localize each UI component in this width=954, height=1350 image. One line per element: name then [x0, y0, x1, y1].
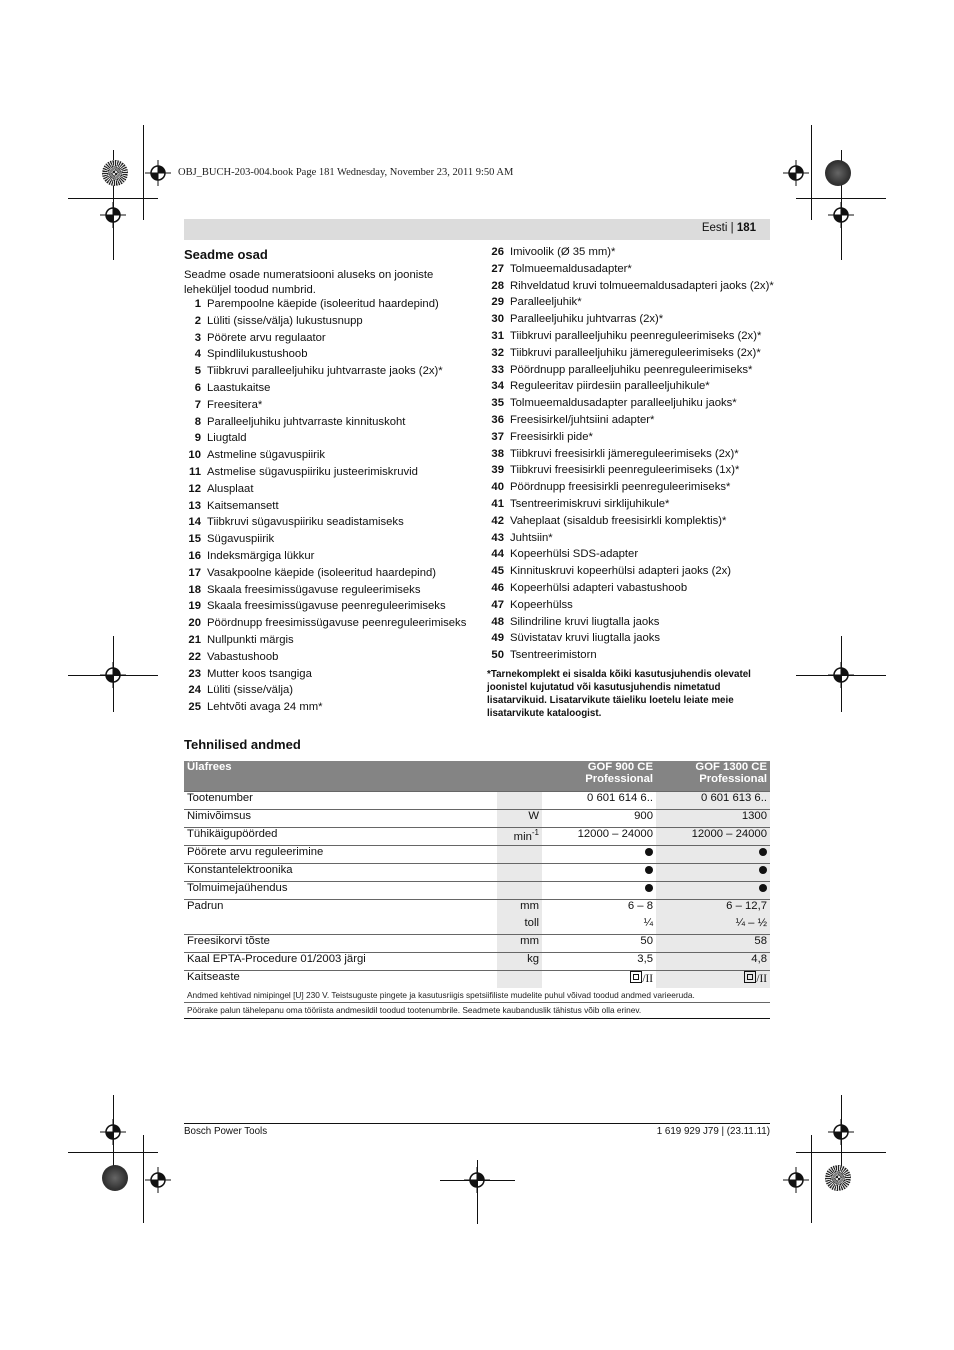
feature-dot-icon [759, 866, 767, 874]
product-name: Ülafrees [184, 761, 497, 792]
part-label: Silindriline kruvi liugtalla jaoks [510, 615, 660, 628]
crop-line [143, 125, 144, 220]
part-number: 39 [491, 464, 504, 477]
part-number: 15 [188, 533, 201, 546]
part-number: 27 [491, 262, 504, 275]
part-label: Parempoolne käepide (isoleeritud haardepind) [207, 298, 439, 310]
registration-mark-icon [100, 662, 126, 688]
part-number: 14 [188, 516, 201, 529]
header-language: Eesti [701, 222, 728, 234]
spec-row [184, 900, 770, 918]
part-label: Skaala freesimissügavuse reguleerimiseks [207, 583, 421, 596]
part-label: Lüliti (sisse/välja) [207, 684, 294, 697]
part-number: 9 [194, 432, 201, 445]
specs-header-row [184, 761, 770, 792]
spec-unit [497, 846, 542, 864]
part-number: 43 [491, 531, 504, 544]
feature-dot-icon [759, 848, 767, 856]
spec-value-model-2 [656, 882, 770, 900]
part-number: 11 [189, 466, 201, 478]
spec-value-model-1: 900 [542, 810, 656, 828]
spec-value-model-1: 50 [542, 935, 656, 953]
feature-dot-icon [759, 884, 767, 892]
spec-unit [497, 828, 542, 846]
part-label: Astmelise sügavuspiiriku justeerimiskruvid [207, 466, 418, 478]
spec-value-model-1 [542, 864, 656, 882]
part-label: Mutter koos tsangiga [207, 667, 312, 680]
part-number: 2 [194, 314, 201, 327]
part-label: Skaala freesimissügavuse peenreguleerimiseks [207, 600, 446, 613]
part-label: Tsentreerimistorn [510, 649, 597, 662]
part-label: Lüliti (sisse/välja) lukustusnupp [207, 314, 363, 327]
footer-right: 1 619 929 J79 | (23.11.11) [656, 1126, 770, 1137]
part-number: 37 [491, 430, 504, 443]
spec-value-model-1 [542, 846, 656, 864]
spec-unit-text: mm [520, 900, 539, 912]
part-number: 45 [491, 565, 504, 578]
spec-value-model-1: 3,5 [542, 953, 656, 971]
part-label: Indeksmärgiga lükkur [207, 550, 315, 562]
registration-mark-icon [783, 160, 809, 186]
model-2-name: GOF 1300 CE [695, 761, 767, 773]
spec-label: Kaal EPTA-Procedure 01/2003 järgi [184, 953, 497, 971]
part-number: 40 [491, 481, 504, 494]
part-number: 25 [188, 701, 201, 714]
spec-row [184, 810, 770, 828]
spec-unit [497, 810, 542, 828]
model-1-name: GOF 900 CE [587, 761, 653, 773]
part-label: Spindlilukustushoob [207, 348, 308, 361]
header-separator: | [730, 222, 734, 234]
registration-mark-icon [783, 1167, 809, 1193]
part-label: Tiibkruvi paralleeljuhiku peenreguleerimiseks (2x)* [510, 330, 762, 342]
part-number: 4 [194, 348, 201, 361]
part-label: Tiibkruvi freesisirkli jämereguleerimiseks (2x)* [510, 447, 739, 460]
part-label: Imivoolik (Ø 35 mm)* [510, 246, 616, 258]
part-number: 22 [188, 650, 201, 663]
spec-value-model-1 [542, 971, 656, 989]
color-target-icon [102, 160, 128, 186]
part-label: Laastukaitse [207, 382, 271, 394]
part-number: 47 [491, 598, 504, 611]
spec-unit [497, 792, 542, 810]
part-label: Paralleeljuhik* [510, 296, 582, 309]
specs-table-wrap [184, 761, 770, 1019]
part-number: 49 [491, 632, 504, 645]
spec-label: Tolmuimejaühendus [184, 882, 497, 900]
spec-row [184, 846, 770, 864]
double-insulation-icon [744, 971, 756, 983]
part-number: 12 [188, 482, 201, 495]
part-number: 30 [491, 313, 504, 326]
protection-class [630, 971, 653, 985]
components-intro: Seadme osade numeratsiooni aluseks on jooniste leheküljel toodud numbrid. [184, 269, 434, 296]
spec-value-model-2: ¼ – ½ [656, 917, 770, 935]
part-number: 19 [188, 600, 201, 613]
part-label: Süvistatav kruvi liugtalla jaoks [510, 632, 661, 645]
spec-row [184, 882, 770, 900]
part-label: Lehtvõti avaga 24 mm* [207, 701, 323, 714]
part-label: Kopeerhülss [510, 598, 573, 611]
registration-mark-icon [145, 1167, 171, 1193]
print-info: OBJ_BUCH-203-004.book Page 181 Wednesday, November 23, 2011 9:50 AM [178, 167, 514, 178]
spec-value-model-1: 0 601 614 6.. [542, 792, 656, 810]
spec-label: Pöörete arvu reguleerimine [184, 846, 497, 864]
color-target-icon [825, 160, 851, 186]
part-label: Freesisirkli pide* [510, 430, 593, 443]
part-number: 48 [491, 615, 504, 628]
part-number: 50 [491, 649, 504, 662]
part-label: Sügavuspiirik [207, 533, 275, 546]
part-label: Kopeerhülsi adapteri vabastushoob [510, 582, 688, 594]
model-1-header [542, 761, 656, 792]
part-label: Rihveldatud kruvi tolmueemaldusadapteri jaoks (2x)* [510, 279, 774, 292]
part-label: Vasakpoolne käepide (isoleeritud haardepind) [207, 566, 437, 579]
spec-unit [497, 935, 542, 953]
components-title: Seadme osad [184, 247, 268, 262]
part-number: 32 [491, 346, 504, 359]
page-header [184, 219, 770, 240]
part-number: 35 [491, 397, 504, 410]
spec-value-model-1: ¼ [542, 917, 656, 935]
specs-table [184, 761, 770, 988]
spec-row [184, 935, 770, 953]
spec-unit-text: min [513, 830, 532, 843]
part-number: 42 [491, 514, 504, 527]
spec-value-model-2 [656, 864, 770, 882]
crop-line [143, 1135, 144, 1223]
part-label: Kopeerhülsi SDS-adapter [510, 548, 639, 561]
model-2-line: Professional [699, 773, 767, 785]
unit-header [497, 761, 542, 792]
part-label: Kinnituskruvi kopeerhülsi adapteri jaoks (2x) [510, 565, 732, 578]
part-label: Liugtald [207, 432, 247, 445]
part-label: Nullpunkti märgis [207, 634, 294, 646]
part-number: 28 [491, 279, 504, 292]
spec-label: Freesikorvi tõste [184, 935, 497, 953]
crop-line [811, 1135, 812, 1223]
spec-label: Tühikäigupöörded [184, 828, 497, 846]
part-number: 33 [491, 363, 504, 376]
part-number: 38 [491, 447, 504, 460]
specs-footnote-1: Andmed kehtivad nimipingel [U] 230 V. Teistsuguste pingete ja kasutusriigis spetsiifiliste mudelite puhul võivad toodud andmed varieeruda. [187, 990, 695, 1000]
part-label: Pöördnupp freesimissügavuse peenreguleerimiseks [207, 617, 467, 630]
model-2-header [656, 761, 770, 792]
spec-row [184, 917, 770, 935]
spec-row [184, 953, 770, 971]
part-number: 36 [491, 414, 504, 426]
header-text [702, 222, 756, 234]
feature-dot-icon [645, 884, 653, 892]
spec-unit [497, 971, 542, 989]
part-label: Pöördnupp freesisirkli peenreguleerimiseks* [510, 481, 731, 494]
part-number: 21 [188, 634, 201, 646]
protection-class-text: /II [642, 973, 653, 985]
part-number: 6 [194, 382, 201, 394]
part-number: 31 [491, 330, 504, 342]
protection-class-text: /II [756, 973, 767, 985]
part-number: 5 [194, 365, 201, 378]
registration-mark-icon [828, 662, 854, 688]
part-label: Reguleeritav piirdesiin paralleeljuhikule* [510, 380, 710, 393]
spec-unit [497, 864, 542, 882]
part-label: Kaitsemansett [207, 499, 279, 512]
part-number: 1 [194, 298, 201, 310]
protection-class [744, 971, 767, 985]
part-label: Alusplaat [207, 482, 254, 495]
spec-unit-text: mm [520, 935, 539, 947]
part-number: 13 [188, 499, 201, 512]
part-label: Tolmueemaldusadapter* [510, 262, 632, 275]
part-number: 8 [194, 415, 201, 428]
spec-value-model-2: 58 [656, 935, 770, 953]
part-number: 34 [491, 380, 504, 393]
spec-unit [497, 953, 542, 971]
specs-footnote-2: Pöörake palun tähelepanu oma tööriista andmesildil toodud tootenumbrile. Seadmete kaubanduslik tähistus võib olla erinev. [187, 1005, 642, 1015]
part-label: Vabastushoob [207, 650, 279, 663]
registration-mark-icon [100, 1119, 126, 1145]
spec-label: Tootenumber [184, 792, 497, 810]
spec-unit [497, 882, 542, 900]
spec-unit-text: toll [524, 917, 539, 929]
spec-value-model-2 [656, 846, 770, 864]
part-number: 18 [188, 583, 201, 596]
part-number: 20 [188, 617, 201, 630]
feature-dot-icon [645, 866, 653, 874]
part-label: Tiibkruvi paralleeljuhiku juhtvarraste jaoks (2x)* [207, 365, 443, 378]
part-number: 23 [188, 667, 201, 680]
spec-label: Nimivõimsus [184, 810, 497, 828]
part-number: 3 [194, 331, 201, 344]
spec-value-model-2 [656, 971, 770, 989]
spec-value-model-2: 6 – 12,7 [656, 900, 770, 918]
spec-label: Padrun [187, 900, 224, 912]
page-number: 181 [736, 222, 756, 234]
registration-mark-icon [828, 202, 854, 228]
spec-unit-exponent: -1 [531, 828, 539, 837]
part-label: Paralleeljuhiku juhtvarraste kinnituskoht [207, 415, 406, 428]
model-1-line: Professional [585, 773, 653, 785]
part-label: Tiibkruvi freesisirkli peenreguleerimiseks (1x)* [510, 464, 740, 477]
spec-value-model-2: 1300 [656, 810, 770, 828]
part-number: 44 [491, 548, 504, 561]
spec-row [184, 864, 770, 882]
registration-mark-icon [828, 1119, 854, 1145]
part-label: Paralleeljuhiku juhtvarras (2x)* [510, 313, 664, 326]
feature-dot-icon [645, 848, 653, 856]
spec-label: Konstantelektroonika [184, 864, 497, 882]
spec-label: Kaitseaste [187, 971, 240, 983]
spec-value-model-2: 12000 – 24000 [656, 828, 770, 846]
part-label: Pöörete arvu regulaator [207, 331, 326, 344]
part-number: 46 [491, 582, 504, 594]
spec-value-model-1: 12000 – 24000 [542, 828, 656, 846]
registration-mark-icon [145, 160, 171, 186]
spec-value-model-1 [542, 882, 656, 900]
registration-mark-icon [100, 202, 126, 228]
part-label: Tiibkruvi sügavuspiiriku seadistamiseks [207, 516, 404, 529]
specs-body [184, 792, 770, 989]
part-label: Tolmueemaldusadapter paralleeljuhiku jaoks* [510, 397, 737, 410]
spec-label [184, 917, 497, 935]
part-number: 41 [491, 498, 504, 510]
spec-row [184, 971, 770, 989]
part-number: 16 [188, 550, 201, 562]
part-label: Freesitera* [207, 398, 263, 411]
spec-value-model-1: 6 – 8 [627, 900, 653, 912]
part-number: 10 [188, 449, 201, 462]
crop-line [811, 125, 812, 220]
spec-row [184, 828, 770, 846]
spec-unit [497, 900, 542, 918]
double-insulation-icon [630, 971, 642, 983]
part-label: Tsentreerimiskruvi sirklijuhikule* [510, 498, 670, 510]
spec-unit-text: W [528, 810, 539, 822]
registration-mark-icon [464, 1167, 490, 1193]
spec-row [184, 792, 770, 810]
spec-unit-text: kg [527, 953, 539, 965]
part-number: 24 [188, 684, 201, 697]
color-target-icon [102, 1165, 128, 1191]
spec-unit [497, 917, 542, 935]
part-number: 17 [188, 566, 201, 579]
part-label: Juhtsiin* [510, 531, 553, 544]
part-number: 26 [491, 246, 504, 258]
footer-left: Bosch Power Tools [184, 1126, 268, 1137]
part-number: 7 [194, 398, 201, 411]
part-label: Pöördnupp paralleeljuhiku peenreguleerimiseks* [510, 363, 753, 376]
part-label: Tiibkruvi paralleeljuhiku jämereguleerimiseks (2x)* [510, 346, 761, 359]
spec-value-model-2: 4,8 [656, 953, 770, 971]
spec-value-model-2: 0 601 613 6.. [656, 792, 770, 810]
part-label: Vaheplaat (sisaldub freesisirkli komplektis)* [510, 514, 727, 527]
part-label: Freesisirkel/juhtsiini adapter* [510, 414, 655, 426]
specs-title: Tehnilised andmed [184, 737, 301, 752]
accessories-note: *Tarnekomplekt ei sisalda kõiki kasutusjuhendis olevatel joonistel kujutatud või kasutusjuhendis nimetatud lisatarvikuid. Lisatarvikute täieliku loetelu leiate meie lisatarvikute kataloogist. [487, 669, 751, 719]
part-label: Astmeline sügavuspiirik [207, 449, 326, 462]
footer-divider [184, 1123, 770, 1124]
part-number: 29 [491, 296, 504, 309]
specs-end-divider [184, 1018, 770, 1019]
color-target-icon [825, 1165, 851, 1191]
